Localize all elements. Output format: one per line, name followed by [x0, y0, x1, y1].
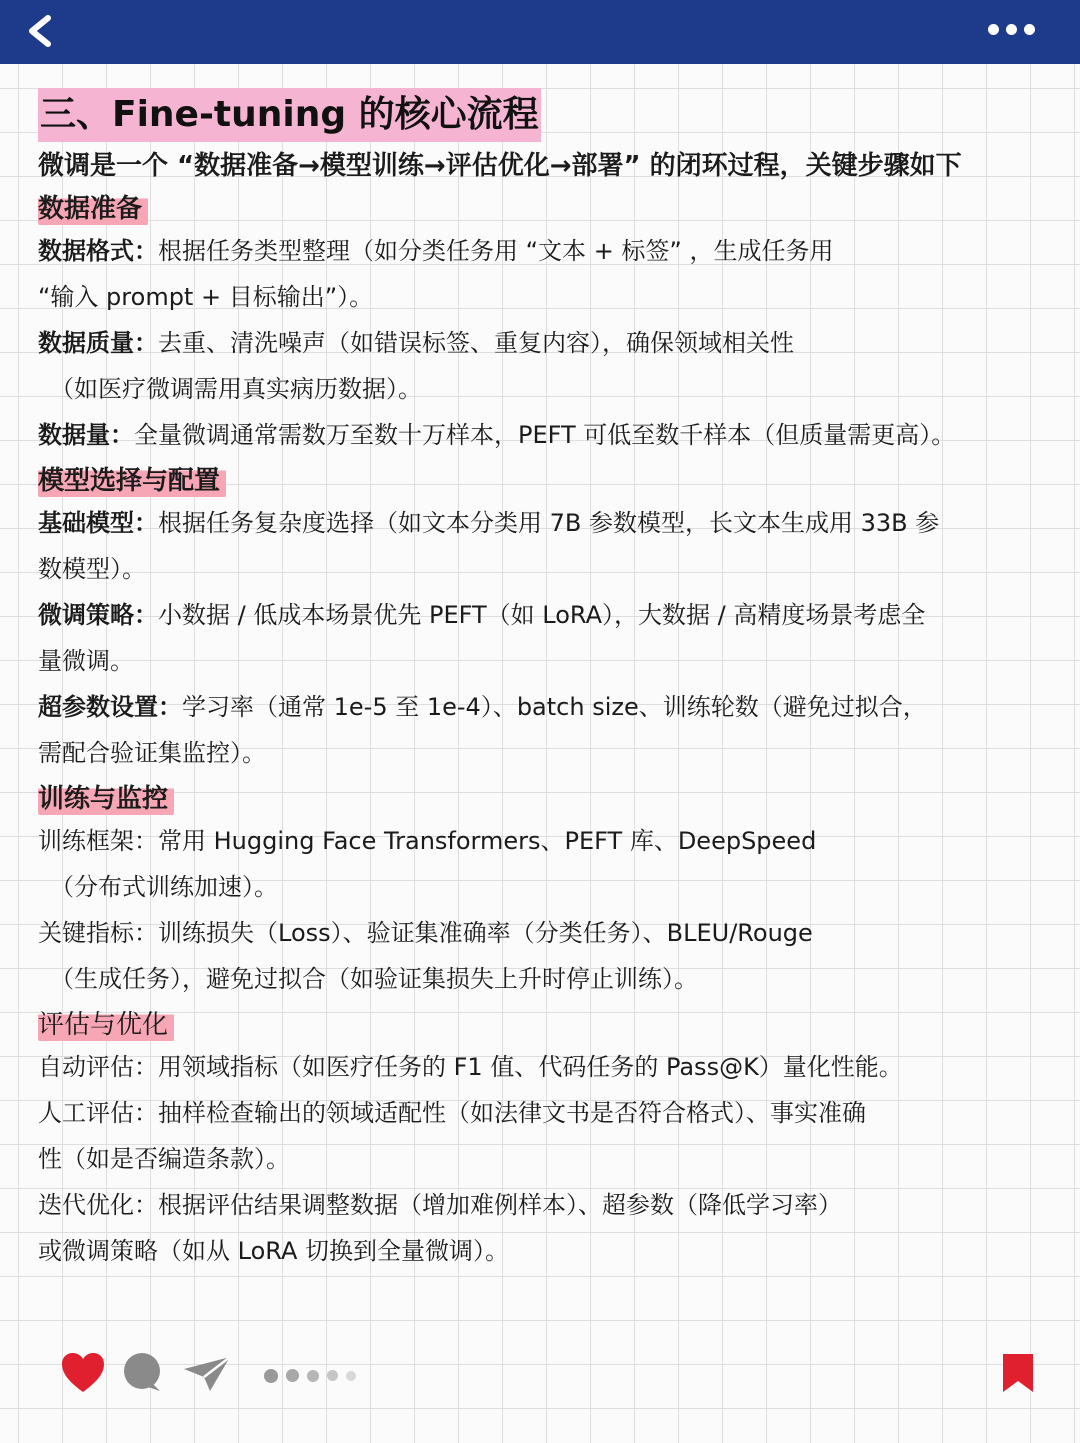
list-item	[38, 684, 1068, 776]
list-item	[38, 1090, 1068, 1182]
item-key: 超参数设置：	[38, 693, 182, 721]
list-item	[38, 910, 1068, 1002]
item-text: 去重、清洗噪声（如错误标签、重复内容），确保领域相关性	[158, 329, 794, 357]
item-text: 性（如是否编造条款）。	[38, 1145, 290, 1173]
comment-button[interactable]	[122, 1351, 164, 1393]
item-text: 全量微调通常需数万至数十万样本，PEFT 可低至数千样本（但质量需更高）。	[134, 421, 956, 449]
list-item	[38, 228, 1068, 320]
image-page-indicator	[264, 1365, 364, 1381]
item-text: 量微调。	[38, 647, 134, 675]
heart-icon	[60, 1351, 106, 1395]
item-text: 需配合验证集监控）。	[38, 739, 266, 767]
list-item	[38, 412, 1068, 458]
ellipsis-icon	[1024, 24, 1035, 35]
post-content	[38, 88, 1068, 1274]
bottom-action-bar	[0, 1345, 1080, 1405]
back-button[interactable]	[24, 14, 60, 50]
list-item	[38, 1044, 1068, 1090]
item-text: 人工评估：抽样检查输出的领域适配性（如法律文书是否符合格式）、事实准确	[38, 1099, 866, 1127]
sections-container	[38, 186, 1068, 1274]
share-button[interactable]	[182, 1353, 232, 1393]
chevron-left-icon	[24, 14, 60, 50]
section-heading: 数据准备	[38, 190, 148, 228]
item-key: 基础模型：	[38, 509, 158, 537]
item-text: 小数据 / 低成本场景优先 PEFT（如 LoRA），大数据 / 高精度场景考虑全	[158, 601, 926, 629]
bookmark-icon	[1002, 1353, 1034, 1393]
bookmark-button[interactable]	[1002, 1353, 1034, 1393]
section-heading: 评估与优化	[38, 1006, 174, 1044]
page-title: 三、Fine-tuning 的核心流程	[38, 88, 541, 142]
section-heading: 模型选择与配置	[38, 462, 226, 500]
list-item	[38, 320, 1068, 412]
page-dot	[286, 1369, 299, 1382]
item-text: 训练框架：常用 Hugging Face Transformers、PEFT 库、DeepSpeed	[38, 827, 817, 855]
item-text: 自动评估：用领域指标（如医疗任务的 F1 值、代码任务的 Pass@K）量化性能。	[38, 1053, 903, 1081]
top-nav-bar	[0, 0, 1080, 64]
item-text: 根据任务类型整理（如分类任务用 “文本 + 标签” ，生成任务用	[158, 237, 834, 265]
item-key: 数据量：	[38, 421, 134, 449]
item-text: 或微调策略（如从 LoRA 切换到全量微调）。	[38, 1237, 510, 1265]
more-options-button[interactable]	[988, 24, 1044, 42]
intro-text: 微调是一个 “数据准备→模型训练→评估优化→部署” 的闭环过程，关键步骤如下	[38, 151, 962, 181]
list-item	[38, 592, 1068, 684]
item-text: （如医疗微调需用真实病历数据）。	[50, 375, 422, 403]
item-text: （生成任务），避免过拟合（如验证集损失上升时停止训练）。	[50, 965, 698, 993]
item-key: 数据格式：	[38, 237, 158, 265]
item-key: 数据质量：	[38, 329, 158, 357]
item-text: 关键指标：训练损失（Loss）、验证集准确率（分类任务）、BLEU/Rouge	[38, 919, 813, 947]
item-text: “输入 prompt + 目标输出”）。	[38, 283, 374, 311]
list-item	[38, 818, 1068, 910]
item-text: 数模型）。	[38, 555, 146, 583]
list-item	[38, 1182, 1068, 1274]
ellipsis-icon	[988, 24, 999, 35]
comment-bubble-icon	[122, 1351, 164, 1393]
item-text: 迭代优化：根据评估结果调整数据（增加难例样本）、超参数（降低学习率）	[38, 1191, 842, 1219]
item-text: （分布式训练加速）。	[50, 873, 278, 901]
item-key: 微调策略：	[38, 601, 158, 629]
page-dot	[327, 1370, 338, 1381]
ellipsis-icon	[1006, 24, 1017, 35]
section-heading: 训练与监控	[38, 780, 174, 818]
page-dot	[307, 1370, 319, 1382]
like-button[interactable]	[60, 1351, 106, 1395]
paper-plane-icon	[182, 1353, 232, 1393]
page-dot	[264, 1369, 278, 1383]
list-item	[38, 500, 1068, 592]
item-text: 根据任务复杂度选择（如文本分类用 7B 参数模型，长文本生成用 33B 参	[158, 509, 940, 537]
page-dot	[346, 1371, 356, 1381]
item-text: 学习率（通常 1e-5 至 1e-4）、batch size、训练轮数（避免过拟合，	[182, 693, 927, 721]
